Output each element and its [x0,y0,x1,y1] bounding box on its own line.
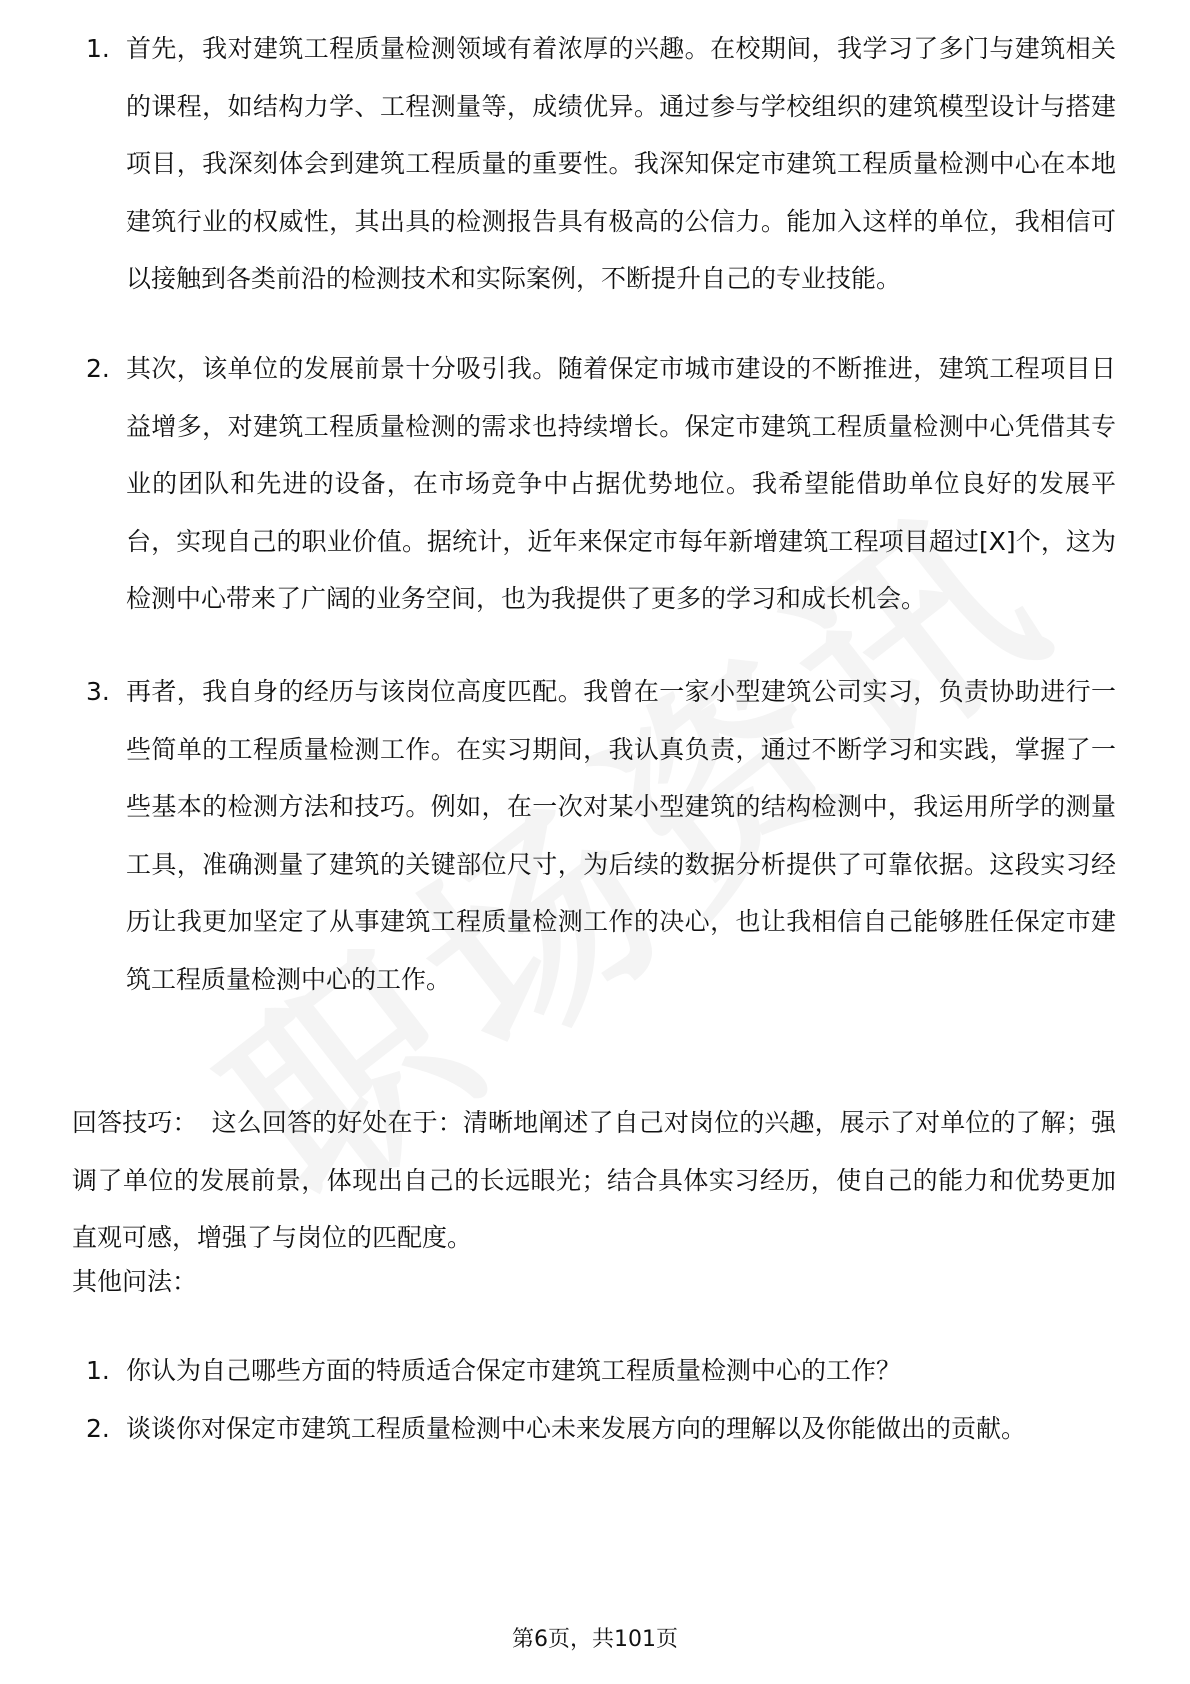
list-item-text: 再者，我自身的经历与该岗位高度匹配。我曾在一家小型建筑公司实习，负责协助进行一些简单的工程质量检测工作。在实习期间，我认真负责，通过不断学习和实践，掌握了一些基本的检测方法和技巧。例如，在一次对某小型建筑的结构检测中，我运用所学的测量工具，准确测量了建筑的关键部位尺寸，为后续的数据分析提供了可靠依据。这段实习经历让我更加坚定了从事建筑工程质量检测工作的决心，也让我相信自己能够胜任保定市建筑工程质量检测中心的工作。 [126,677,1116,994]
page-footer: 第6页，共101页 [512,1627,678,1652]
list-item-text: 谈谈你对保定市建筑工程质量检测中心未来发展方向的理解以及你能做出的贡献。 [126,1414,1027,1443]
list-item-number: 1. [86,34,110,63]
list-item-number: 1. [86,1356,110,1385]
list-item-number: 2. [86,1414,110,1443]
other-questions-heading: 其他问法： [72,1267,198,1296]
tips-text: 这么回答的好处在于：清晰地阐述了自己对岗位的兴趣，展示了对单位的了解；强调了单位的发展前景，体现出自己的长远眼光；结合具体实习经历，使自己的能力和优势更加直观可感，增强了与岗位的匹配度。 [72,1108,1116,1252]
tips-label: 回答技巧： [72,1108,198,1137]
list-item-number: 3. [86,677,110,706]
answer-tips [72,1094,1116,1267]
list-item-number: 2. [86,354,110,383]
list-item-text: 其次，该单位的发展前景十分吸引我。随着保定市城市建设的不断推进，建筑工程项目日益增多，对建筑工程质量检测的需求也持续增长。保定市建筑工程质量检测中心凭借其专业的团队和先进的设备，在市场竞争中占据优势地位。我希望能借助单位良好的发展平台，实现自己的职业价值。据统计，近年来保定市每年新增建筑工程项目超过[X]个，这为检测中心带来了广阔的业务空间，也为我提供了更多的学习和成长机会。 [126,354,1116,613]
list-item-text: 你认为自己哪些方面的特质适合保定市建筑工程质量检测中心的工作？ [126,1356,902,1385]
list-item-text: 首先，我对建筑工程质量检测领域有着浓厚的兴趣。在校期间，我学习了多门与建筑相关的课程，如结构力学、工程测量等，成绩优异。通过参与学校组织的建筑模型设计与搭建项目，我深刻体会到建筑工程质量的重要性。我深知保定市建筑工程质量检测中心在本地建筑行业的权威性，其出具的检测报告具有极高的公信力。能加入这样的单位，我相信可以接触到各类前沿的检测技术和实际案例，不断提升自己的专业技能。 [126,34,1116,293]
